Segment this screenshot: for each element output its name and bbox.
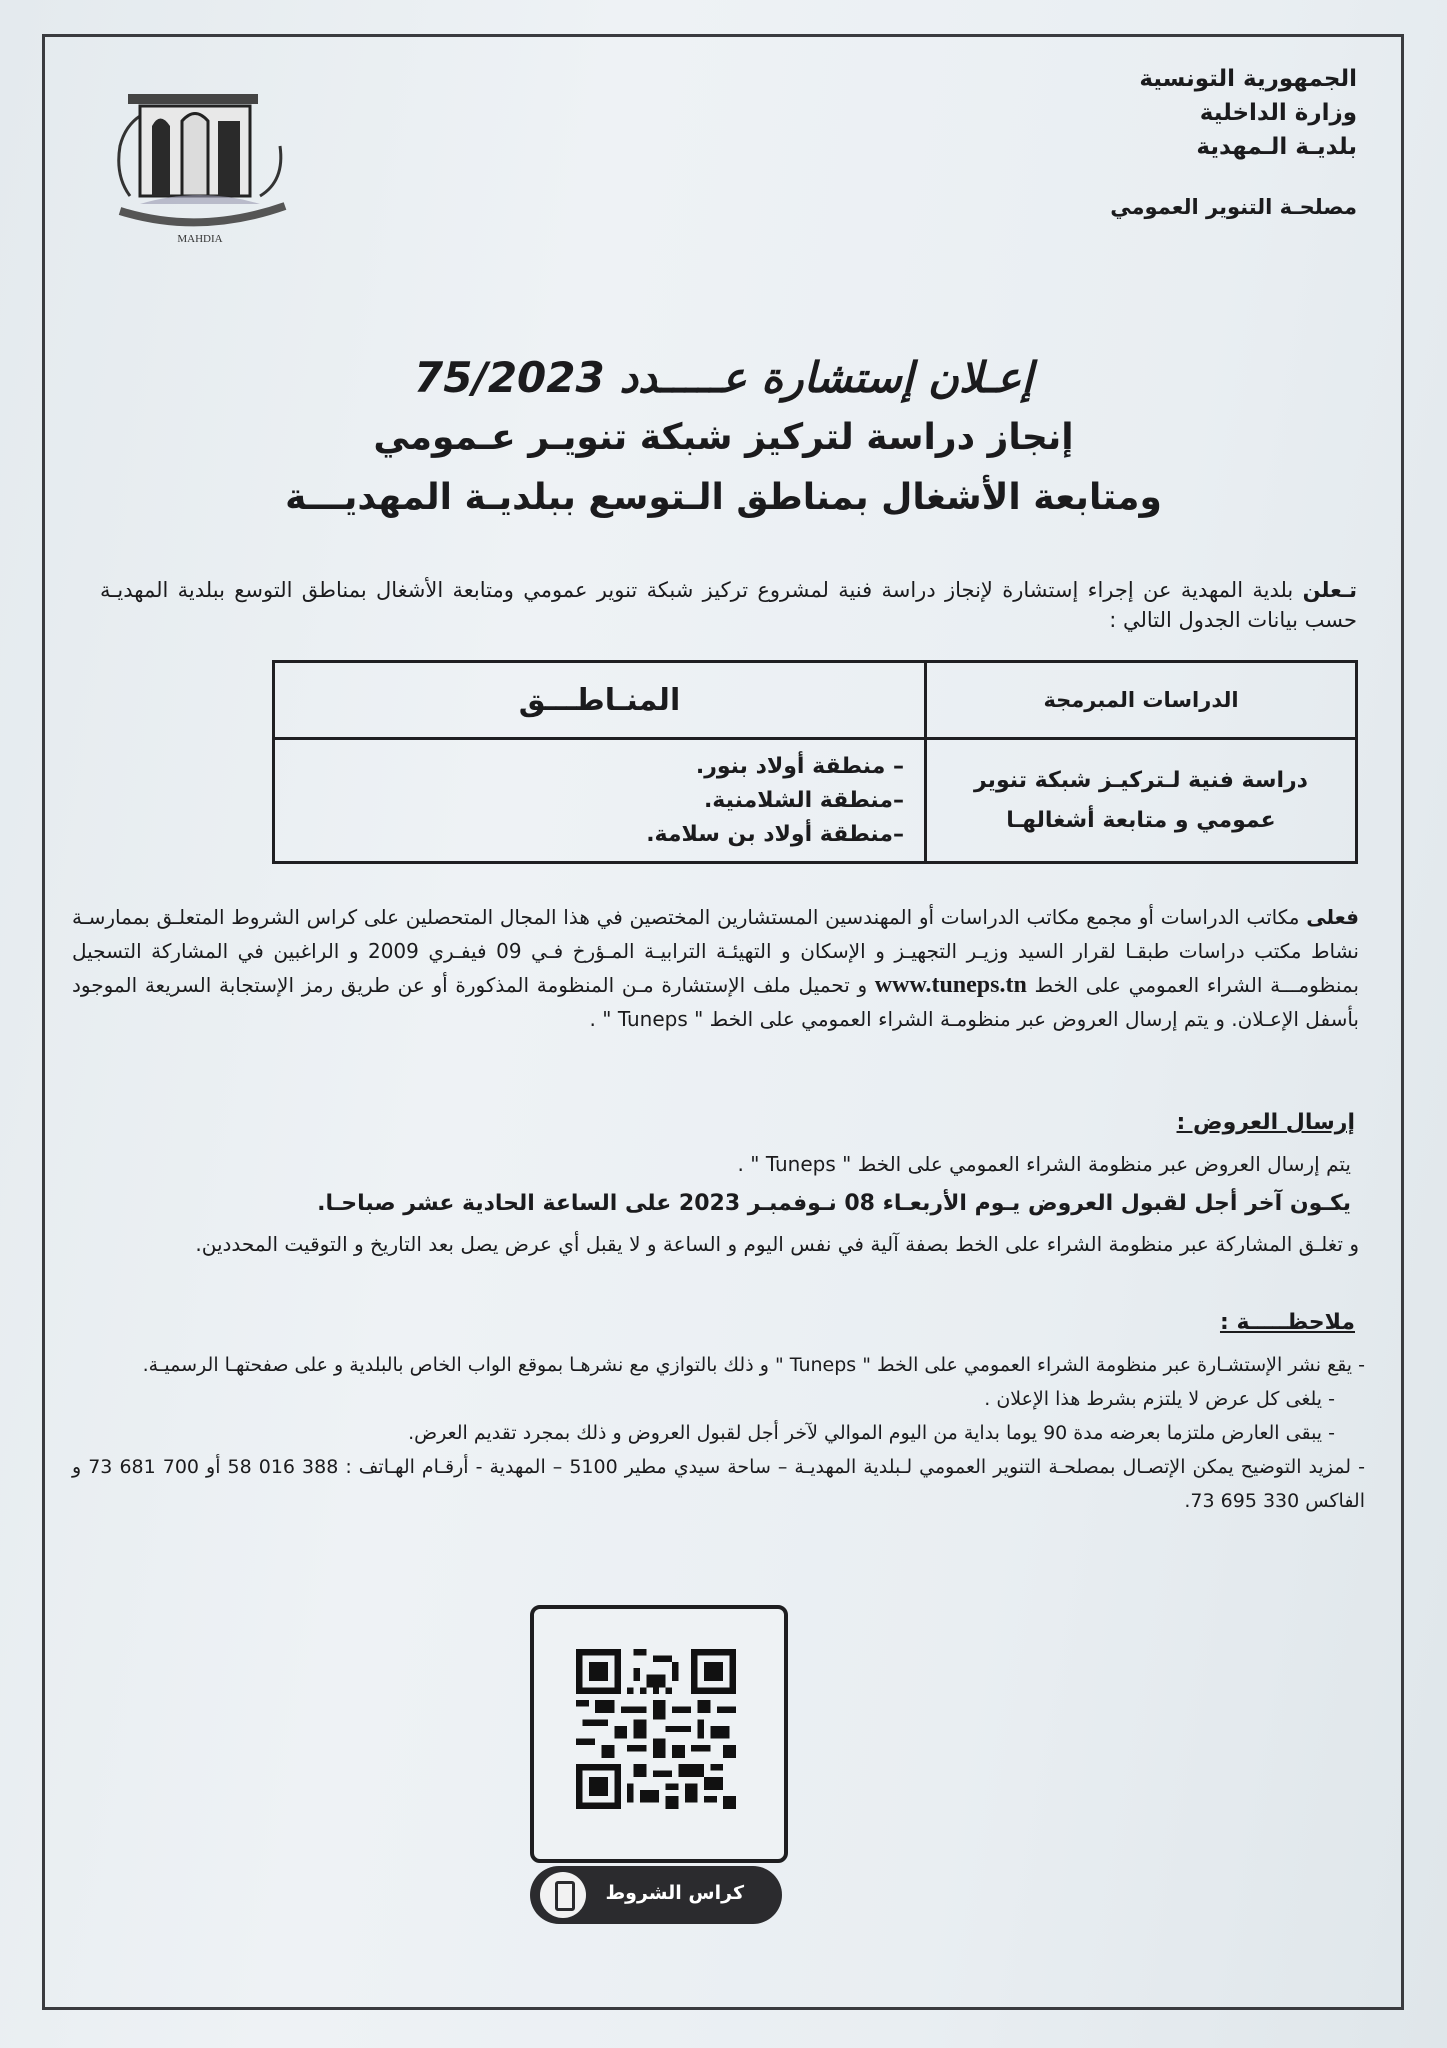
notes-list xyxy=(72,1348,1365,1518)
announcement-subtitle-1: إنجاز دراسة لتركيز شبكة تنويـر عـمومي xyxy=(373,417,1074,458)
notes-heading: ملاحظـــــة : xyxy=(1219,1310,1355,1335)
study-cell: دراسة فنية لـتركيـز شبكة تنوير عمومي و متابعة أشغالهـا xyxy=(926,739,1357,863)
intro-text: بلدية المهدية عن إجراء إستشارة لإنجاز دراسة فنية لمشروع تركيز شبكة تنوير عمومي ومتابعة الأشغال بمناطق التوسع ببلدية المهديـة حسب بيانات الجدول التالي : xyxy=(100,578,1357,632)
service-name: مصلحـة التنوير العمومي xyxy=(1110,195,1357,219)
specifications-button-label: كراس الشروط xyxy=(605,1882,744,1904)
eligibility-paragraph xyxy=(72,900,1359,1036)
zones-cell xyxy=(274,739,926,863)
phone-icon xyxy=(540,1872,586,1918)
announcement-subtitle-2: ومتابعة الأشغال بمناطق الـتوسع ببلديـة المهديـــة xyxy=(285,477,1162,518)
intro-lead: تـعلن xyxy=(1302,578,1357,602)
table-row xyxy=(274,739,1357,863)
offers-heading: إرسال العروض : xyxy=(1176,1110,1355,1135)
note-item: - يلغى كل عرض لا يلتزم بشرط هذا الإعلان . xyxy=(984,1388,1335,1410)
republic-name: الجمهورية التونسية xyxy=(1139,66,1357,92)
note-item: - لمزيد التوضيح يمكن الإتصـال بمصلحـة التنوير العمومي لـبلدية المهديـة – ساحة سيدي مطير 5100 – المهدية - أرقـام الهـاتف : 388 016 58 أو 700 681 73 و الفاكس 330 695 73. xyxy=(72,1456,1365,1512)
offers-line-1: يتم إرسال العروض عبر منظومة الشراء العمومي على الخط " Tuneps " . xyxy=(737,1152,1351,1176)
zone-item: –منطقة الشلامنية. xyxy=(703,787,904,813)
header xyxy=(937,62,1357,224)
body-text-2: و تحميل ملف الإستشارة مـن المنظومة المذكورة أو عن طريق رمز الإستجابة السريعة الموجود بأسفل الإعـلان. و يتم إرسال العروض عبر منظومـة الشراء العمومي على الخط " Tuneps " . xyxy=(72,973,1359,1031)
zone-item: –منطقة أولاد بن سلامة. xyxy=(646,821,904,847)
body-lead: فعلى xyxy=(1306,905,1359,929)
qr-code[interactable] xyxy=(576,1649,736,1809)
ministry-name: وزارة الداخلية xyxy=(1199,100,1357,126)
note-item: - يبقى العارض ملتزما بعرضه مدة 90 يوما بداية من اليوم الموالي لآخر أجل لقبول العروض و ذلك بمجرد تقديم العرض. xyxy=(408,1422,1335,1444)
table-header-row xyxy=(274,662,1357,739)
tuneps-link[interactable]: www.tuneps.tn xyxy=(874,972,1027,998)
zones-table xyxy=(272,660,1358,864)
announcement-titles xyxy=(150,348,1297,528)
body-text-1: مكاتب الدراسات أو مجمع مكاتب الدراسات أو المهندسين المستشارين المختصين في هذا المجال المتحصلين على كراس الشروط المتعلـق بممارسـة نشاط مكتب دراسات طبقـا لقرار السيد وزيـر التجهيـز و الإسكان و التهيئـة الترابيـة المـؤرخ فـي 09 فيفـري 2009 و الراغبين في المشاركة التسجيل بمنظومـــة الشراء العمومي على الخط xyxy=(72,905,1359,997)
offers-deadline: يكـون آخر أجل لقبول العروض يـوم الأربعـاء 08 نـوفمبـر 2023 على الساعة الحادية عشر صباحـا. xyxy=(317,1191,1351,1216)
specifications-button[interactable] xyxy=(530,1866,782,1924)
logo-caption: MAHDIA xyxy=(177,233,223,245)
intro-paragraph xyxy=(100,575,1357,635)
announcement-title: إعـلان إستشارة عـــــدد 75/2023 xyxy=(414,353,1033,402)
offers-line-3: و تغلـق المشاركة عبر منظومة الشراء على الخط بصفة آلية في نفس اليوم و الساعة و لا يقبل أي عرض يصل بعد التاريخ و التوقيت المحددين. xyxy=(195,1232,1359,1256)
qr-code-box[interactable] xyxy=(530,1605,788,1863)
header-studies: الدراسات المبرمجة xyxy=(926,662,1357,739)
header-zones: المنـاطـــق xyxy=(274,662,926,739)
zone-item: – منطقة أولاد بنور. xyxy=(695,753,904,779)
municipality-name: بلديـة الـمهدية xyxy=(1196,134,1357,160)
note-item: - يقع نشر الإستشـارة عبر منظومة الشراء العمومي على الخط " Tuneps " و ذلك بالتوازي مع نشرهـا بموقع الواب الخاص بالبلدية و على صفحتهـا الرسميـة. xyxy=(142,1354,1365,1376)
